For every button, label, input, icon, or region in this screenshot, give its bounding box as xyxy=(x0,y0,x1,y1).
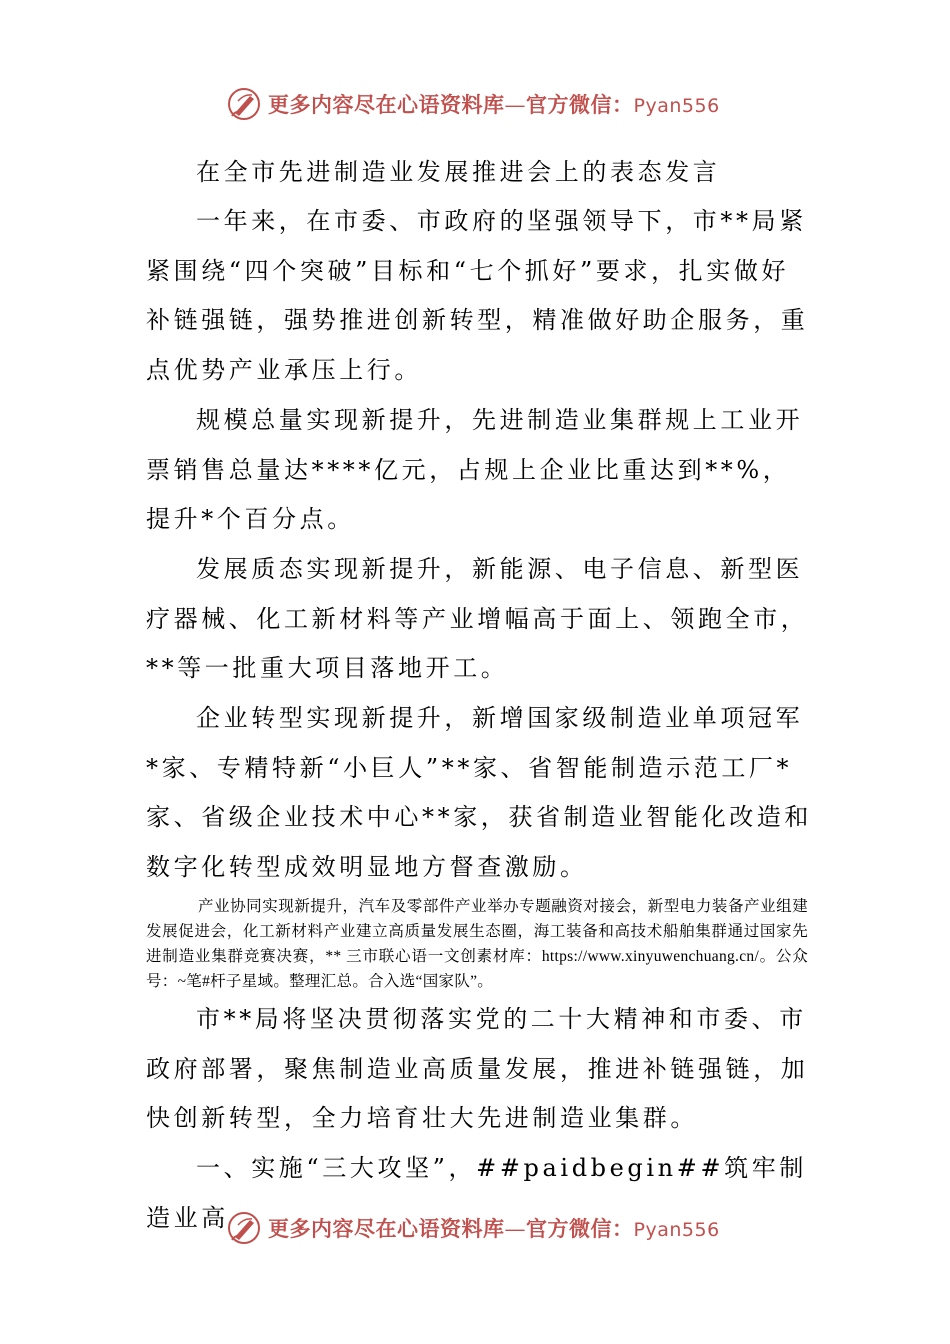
footer-watermark xyxy=(226,1210,720,1246)
header-watermark xyxy=(226,86,720,122)
document-title: 在全市先进制造业发展推进会上的表态发言 xyxy=(196,158,721,186)
pen-logo-icon xyxy=(226,1210,262,1246)
watermark-text: 更多内容尽在心语资料库—官方微信：Pyan556 xyxy=(268,92,720,117)
section-heading: 一、实施“三大攻坚”，##paidbegin##筑牢制造业高 xyxy=(146,1154,807,1232)
pen-logo-icon xyxy=(226,86,262,122)
paragraph-scale: 规模总量实现新提升，先进制造业集群规上工业开票销售总量达****亿元，占规上企业比重达到**%，提升*个百分点。 xyxy=(146,406,804,533)
paragraph-intro: 一年来，在市委、市政府的坚强领导下，市**局紧紧围绕“四个突破”目标和“七个抓好”要求，扎实做好补链强链，强势推进创新转型，精准做好助企服务，重点优势产业承压上行。 xyxy=(146,207,809,384)
paragraph-transformation: 企业转型实现新提升，新增国家级制造业单项冠军*家、专精特新“小巨人”**家、省智能制造示范工厂*家、省级企业技术中心**家，获省制造业智能化改造和数字化转型成效明显地方督查激励。 xyxy=(146,704,812,881)
paragraph-collaboration: 产业协同实现新提升，汽车及零部件产业举办专题融资对接会，新型电力装备产业组建发展促进会，化工新材料产业建立高质量发展生态圈，海工装备和高技术船舶集群通过国家先进制造业集群竞赛决赛，** 三市联心语一文创素材库：https://www.xinyuwenchuang.cn/。公众号：~笔#杆子星域。整理汇总。合入选“国家队”。 xyxy=(146,898,808,990)
paragraph-closing: 市**局将坚决贯彻落实党的二十大精神和市委、市政府部署，聚焦制造业高质量发展，推进补链强链，加快创新转型，全力培育壮大先进制造业集群。 xyxy=(146,1005,809,1132)
watermark-text: 更多内容尽在心语资料库—官方微信：Pyan556 xyxy=(268,1216,720,1241)
paragraph-quality: 发展质态实现新提升，新能源、电子信息、新型医疗器械、化工新材料等产业增幅高于面上、领跑全市，**等一批重大项目落地开工。 xyxy=(146,555,809,682)
